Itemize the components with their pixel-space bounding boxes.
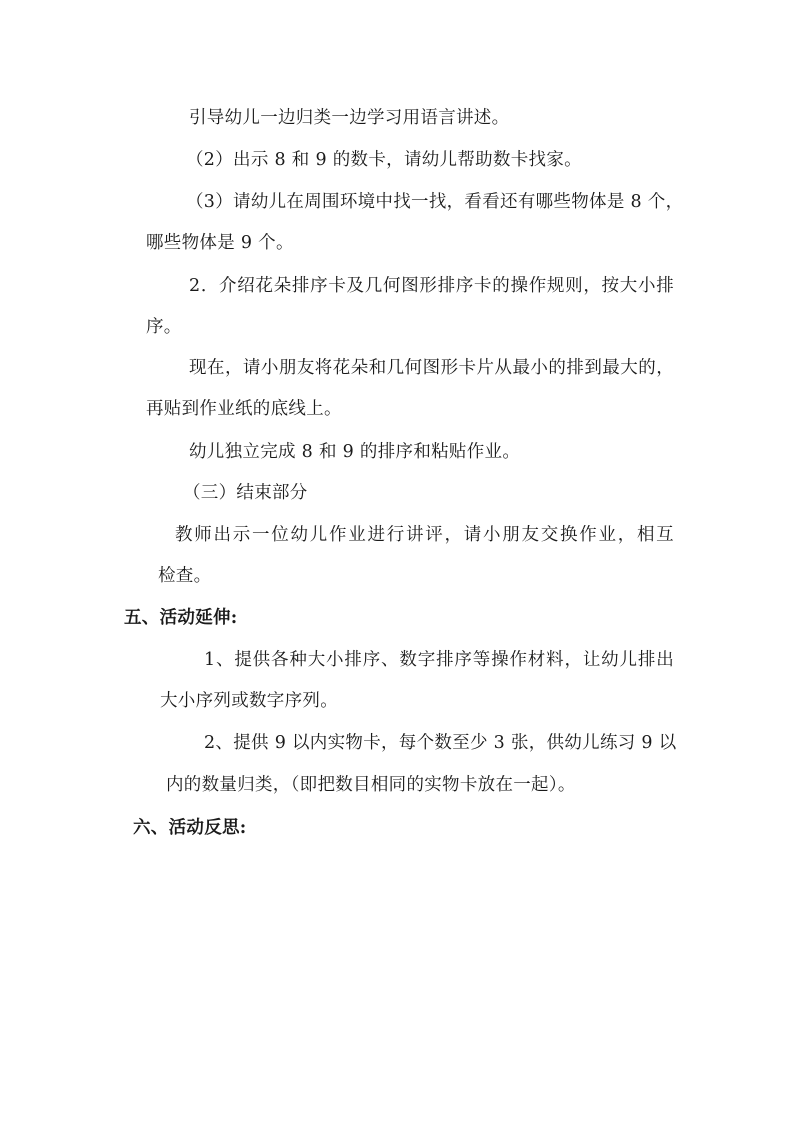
paragraph-line-4: 哪些物体是 9 个。 [146,233,294,253]
paragraph-line-17: 内的数量归类，（即把数目相同的实物卡放在一起）。 [166,775,576,795]
paragraph-line-15: 大小序列或数字序列。 [160,691,338,711]
paragraph-line-3: （3）请幼儿在周围环境中找一找，看看还有哪些物体是 8 个， [186,192,684,212]
paragraph-line-2: （2）出示 8 和 9 的数卡，请幼儿帮助数卡找家。 [186,150,582,170]
paragraph-line-5: 2．介绍花朵排序卡及几何图形排序卡的操作规则，按大小排 [189,276,674,296]
section-heading-reflection: 六、活动反思: [133,818,247,838]
paragraph-line-9: 幼儿独立完成 8 和 9 的排序和粘贴作业。 [189,442,521,462]
paragraph-line-14: 1、提供各种大小排序、数字排序等操作材料，让幼儿排出 [204,650,674,670]
paragraph-line-6: 序。 [146,317,182,337]
paragraph-line-12: 检查。 [158,566,212,586]
paragraph-line-1: 引导幼儿一边归类一边学习用语言讲述。 [189,108,510,128]
paragraph-line-16: 2、提供 9 以内实物卡，每个数至少 3 张，供幼儿练习 9 以 [204,733,677,753]
section-heading-conclusion: （三）结束部分 [183,483,308,503]
paragraph-line-7: 现在，请小朋友将花朵和几何图形卡片从最小的排到最大的， [189,358,674,378]
paragraph-line-11: 教师出示一位幼儿作业进行讲评，请小朋友交换作业，相互 [175,525,674,545]
section-heading-extension: 五、活动延伸: [124,608,238,628]
paragraph-line-8: 再贴到作业纸的底线上。 [146,399,342,419]
